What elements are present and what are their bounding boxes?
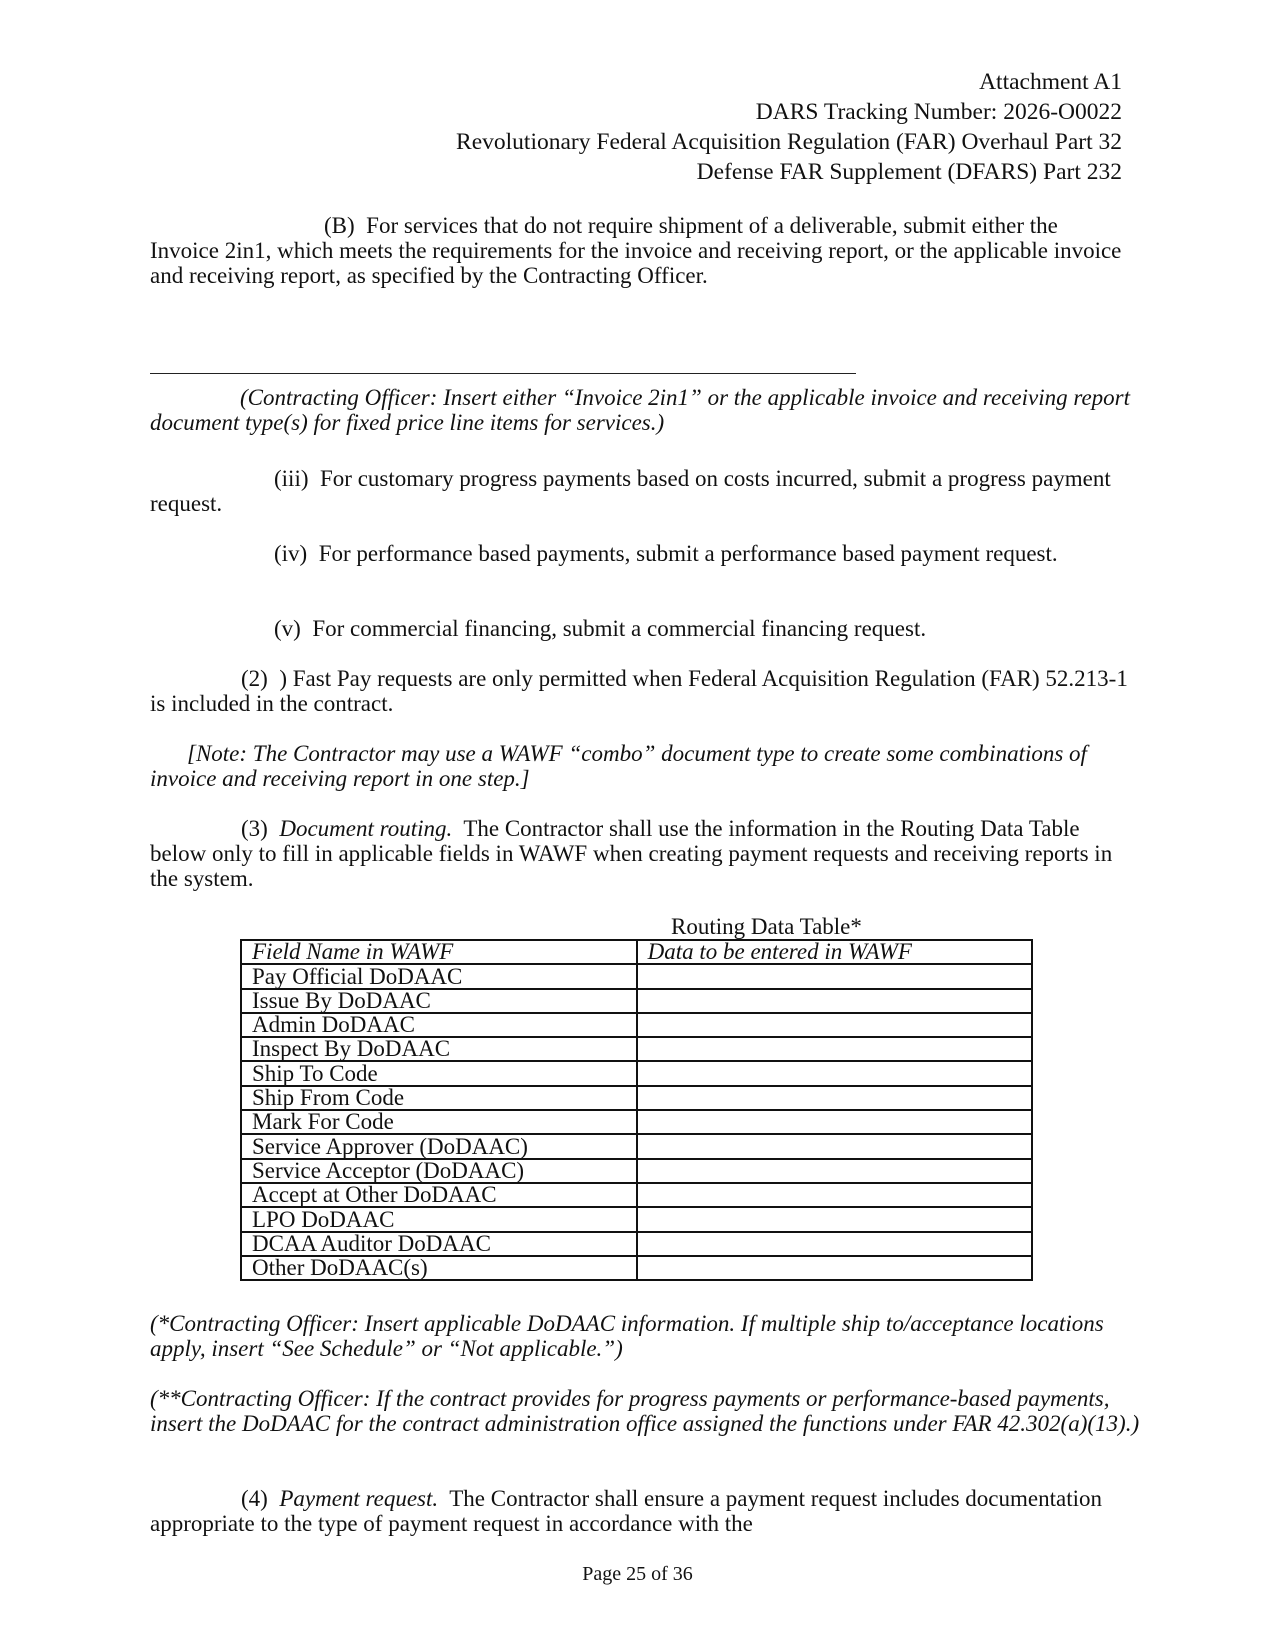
- paragraph-4-heading: Payment request.: [279, 1486, 439, 1511]
- paragraph-v-text: For commercial financing, submit a commercial financing request.: [312, 616, 927, 641]
- field-name-cell: Other DoDAAC(s): [241, 1256, 637, 1280]
- table-row: [241, 1110, 1032, 1134]
- table-row: [241, 1159, 1032, 1183]
- column-header-data: Data to be entered in WAWF: [637, 940, 1032, 964]
- field-name-cell: Ship From Code: [241, 1086, 637, 1110]
- data-entry-cell: [637, 1183, 1032, 1207]
- data-entry-cell: [637, 989, 1032, 1013]
- paragraph-v-marker: (v): [274, 616, 301, 641]
- data-entry-cell: [637, 964, 1032, 988]
- header-tracking-number: DARS Tracking Number: 2026-O0022: [755, 99, 1122, 125]
- field-name-cell: Admin DoDAAC: [241, 1013, 637, 1037]
- paragraph-2: [150, 666, 1130, 716]
- data-entry-cell: [637, 1207, 1032, 1231]
- document-header: [222, 67, 1122, 187]
- field-name-cell: DCAA Auditor DoDAAC: [241, 1232, 637, 1256]
- field-name-cell: Ship To Code: [241, 1061, 637, 1085]
- table-header-row: [241, 940, 1032, 964]
- data-entry-cell: [637, 1134, 1032, 1158]
- data-entry-cell: [637, 1159, 1032, 1183]
- header-dfars-part: Defense FAR Supplement (DFARS) Part 232: [696, 159, 1122, 185]
- paragraph-2-marker: (2): [241, 666, 268, 691]
- table-row: [241, 1037, 1032, 1061]
- data-entry-cell: [637, 1037, 1032, 1061]
- routing-table-title: Routing Data Table*: [671, 914, 862, 939]
- paragraph-b-marker: (B): [324, 213, 355, 238]
- co-note-invoice: (Contracting Officer: Insert either “Invoice 2in1” or the applicable invoice and receiving report document type(s) for fixed price line items for services.): [150, 385, 1130, 435]
- field-name-cell: Service Acceptor (DoDAAC): [241, 1159, 637, 1183]
- data-entry-cell: [637, 1110, 1032, 1134]
- table-row: [241, 989, 1032, 1013]
- paragraph-v: [150, 616, 1130, 641]
- field-name-cell: Pay Official DoDAAC: [241, 964, 637, 988]
- field-name-cell: Inspect By DoDAAC: [241, 1037, 637, 1061]
- paragraph-4-text: The Contractor shall ensure a payment request includes documentation appropriate to the type of payment request in accordance with the: [150, 1486, 1102, 1536]
- header-far-part: Revolutionary Federal Acquisition Regulation (FAR) Overhaul Part 32: [456, 129, 1122, 155]
- data-entry-cell: [637, 1013, 1032, 1037]
- paragraph-b: [150, 213, 1130, 288]
- paragraph-4-marker: (4): [241, 1486, 268, 1511]
- co-note-dodaac: (*Contracting Officer: Insert applicable DoDAAC information. If multiple ship to/acceptance locations apply, insert “See Schedule” or “Not applicable.”): [150, 1311, 1104, 1361]
- note-combo-document: [Note: The Contractor may use a WAWF “combo” document type to create some combinations of invoice and receiving report in one step.]: [150, 741, 1087, 791]
- table-row: [241, 964, 1032, 988]
- paragraph-3: [150, 816, 1130, 891]
- table-row: [241, 1207, 1032, 1231]
- paragraph-iii: [150, 466, 1130, 516]
- paragraph-4: [150, 1486, 1130, 1536]
- paragraph-iv-marker: (iv): [274, 541, 308, 566]
- table-row: [241, 1183, 1032, 1207]
- header-attachment: Attachment A1: [979, 69, 1122, 95]
- paragraph-b-text: For services that do not require shipment of a deliverable, submit either the Invoice 2in1, which meets the requirements for the invoice and receiving report, or the applicable invoice and receiving report, as specified by the Contracting Officer.: [150, 213, 1122, 288]
- field-name-cell: Accept at Other DoDAAC: [241, 1183, 637, 1207]
- routing-data-table: [240, 939, 1033, 1281]
- table-row: [241, 1256, 1032, 1280]
- data-entry-cell: [637, 1086, 1032, 1110]
- field-name-cell: Issue By DoDAAC: [241, 989, 637, 1013]
- insert-line: [150, 373, 856, 374]
- paragraph-iv-text: For performance based payments, submit a performance based payment request.: [318, 541, 1058, 566]
- paragraph-3-text: The Contractor shall use the information in the Routing Data Table below only to fill in applicable fields in WAWF when creating payment requests and receiving reports in the system.: [150, 816, 1113, 891]
- data-entry-cell: [637, 1232, 1032, 1256]
- field-name-cell: LPO DoDAAC: [241, 1207, 637, 1231]
- data-entry-cell: [637, 1256, 1032, 1280]
- table-row: [241, 1232, 1032, 1256]
- field-name-cell: Mark For Code: [241, 1110, 637, 1134]
- paragraph-iii-text: For customary progress payments based on costs incurred, submit a progress payment request.: [150, 466, 1111, 516]
- table-row: [241, 1134, 1032, 1158]
- co-note-progress-payments: (**Contracting Officer: If the contract provides for progress payments or performance-based payments, insert the DoDAAC for the contract administration office assigned the functions under FAR 42.302(a)(13).): [150, 1386, 1140, 1436]
- paragraph-3-marker: (3): [241, 816, 268, 841]
- paragraph-3-heading: Document routing.: [279, 816, 453, 841]
- field-name-cell: Service Approver (DoDAAC): [241, 1134, 637, 1158]
- table-row: [241, 1086, 1032, 1110]
- page-number: Page 25 of 36: [582, 1563, 693, 1585]
- paragraph-iv: [150, 541, 1130, 566]
- data-entry-cell: [637, 1061, 1032, 1085]
- paragraph-2-text: ) Fast Pay requests are only permitted when Federal Acquisition Regulation (FAR) 52.213-1 is included in the contract.: [150, 666, 1128, 716]
- table-row: [241, 1061, 1032, 1085]
- column-header-field-name: Field Name in WAWF: [241, 940, 637, 964]
- paragraph-iii-marker: (iii): [274, 466, 309, 491]
- table-row: [241, 1013, 1032, 1037]
